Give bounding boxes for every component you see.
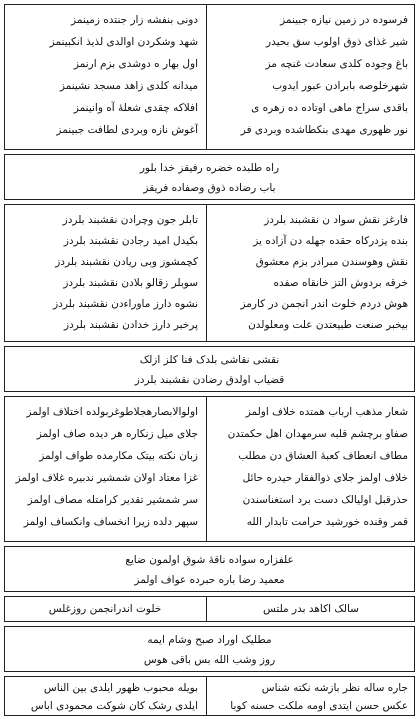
bottom-right-line-1: جاره ساله نظر بازشه نکته شناس [261,682,408,694]
top-left-line-6: آغوش نازه وبردی لطافت جبینمز [56,124,198,136]
lower-left-line-3: زبان نکته بیتک مکارمده طواف اولمز [39,450,198,462]
lower-left-line-4: غزا معتاد اولان شمشیر ندبیره غلاف اولمز [15,472,198,484]
top-left-line-3: اول بهار ه دوشدی بزم ارنمز [73,58,198,70]
middle-left-line-3: کچمشوز وبی ریادن نقشبند بلردز [55,256,198,268]
middle-right-line-5: هوش دردم خلوت اندر انجمن در کارمز [240,298,408,310]
lower-right-line-1: شعار مذهب ارباب همتده خلاف اولمز [245,406,408,418]
lower-left-line-6: سپهر دلده زیرا انخساف وانکساف اولمز [23,516,198,528]
top-left-line-1: دونی بنفشه زار جنتده زمینمز [71,14,198,26]
lower-right-line-5: حذرقبل اولیالک دست برد استغناسندن [242,494,408,506]
top-right-line-6: نور ظهوری مهدی بنکطاشده وبردی فر [240,124,408,136]
middle-column-divider [206,204,207,342]
middle-left-line-6: پرخبر دارز خدادن نقشبند بلردز [64,319,198,331]
split-tag-right: سالک اکاهد بدر ملتس [263,603,359,615]
banner-3-line-1: علفزاره سواده ناقهٔ شوق اولمون ضایع [125,554,294,566]
top-right-line-4: شهرخلوصه بابرادن عبور ایدوب [272,80,408,92]
middle-left-line-1: تابلر جون وچرادن نقشبند بلردز [62,214,198,226]
lower-right-line-2: صفاو برچشم قلبه سرمهدان اهل حکمتدن [227,428,408,440]
banner-1-line-2: باب رضاده ذوق وصفاده فریقز [143,182,276,194]
middle-right-line-4: خرقه بردوش التز خانقاه صفده [273,277,408,289]
banner-4-line-1: مطلیک اوراد صبح وشام ایمه [147,634,272,646]
middle-right-line-3: نقش وهوسندن مبرادر بزم معشوق [255,256,408,268]
lower-right-line-6: قمر وقنده خورشید حرامت تابدار الله [246,516,408,528]
lower-right-line-4: خلاف اولمز جلای ذوالفقار حیدره حائل [242,472,408,484]
top-right-line-3: باغ وجوده کلدی سعادت غنچه مز [265,58,408,70]
top-left-line-5: افلاکه چقدی شعلهٔ آه وانینمز [73,102,198,114]
middle-right-line-6: بیخبر صنعت طبیعتدن علت ومعلولدن [248,319,408,331]
top-right-line-1: فرسوده در زمین نیازه جبینمز [280,14,408,26]
banner-3-line-2: معمید رضا باره حبرده عواف اولمز [134,574,285,586]
bottom-left-line-1: بویله محبوب ظهور ایلدی بین الناس [43,682,198,694]
lower-left-line-5: سر شمشیر تقدیر کرامتله مصاف اولمز [27,494,198,506]
middle-left-line-4: سوبلر زقالو بلادن نقشبند بلردز [63,277,198,289]
banner-1-line-1: راه طلبده خضره رفیقز خدا بلور [139,162,280,174]
top-column-divider [206,4,207,150]
lower-left-line-1: اولوالابصارهجلاطوغربولده اختلاف اولمز [26,406,198,418]
middle-right-line-2: بنده یزدرکاه حقده جهله دن آزاده یز [253,235,408,247]
lower-left-line-2: جلای میل زنکاره هر دیده صاف اولمز [36,428,198,440]
middle-left-line-2: بکیدل امید رجادن نقشبند بلردز [63,235,198,247]
top-right-line-5: باقدی سراج ماهی اوتاده ده زهره ی [251,102,408,114]
banner-2-line-1: نقشی نقاشی بلدک فنا کلز ازلک [139,354,280,366]
lower-right-line-3: مطاف انعطاف کعبهٔ العشاق دن مطلب [238,450,408,462]
bottom-right-line-2: عکس حسن ایتدی اومه ملکت حسنه کوبا [230,700,408,712]
split-tags-divider [206,596,207,622]
banner-4-line-2: روز وشب الله بس باقی هوس [143,654,276,666]
top-left-line-4: میدانه کلدی زاهد مسجد نشینمز [59,80,198,92]
bottom-left-line-2: ایلدی رشک کان شوکت محمودی اباس [30,700,198,712]
lower-column-divider [206,396,207,542]
middle-right-line-1: فارغز نقش سواد ن نقشبند بلردز [264,214,408,226]
split-tag-left: خلوت اندرانجمن روزغلس [48,603,162,615]
top-right-line-2: شیر غذای ذوق اولوب سق بحیدر [266,36,408,48]
banner-2-line-2: قضیاب اولدق رضادن نقشبند بلردز [134,374,285,386]
bottom-column-divider [206,676,207,716]
middle-left-line-5: نشوه دارز ماوراءدن نقشبند بلردز [53,298,198,310]
top-left-line-2: شهد وشکردن اوالدی لذیذ انکبینمز [49,36,198,48]
